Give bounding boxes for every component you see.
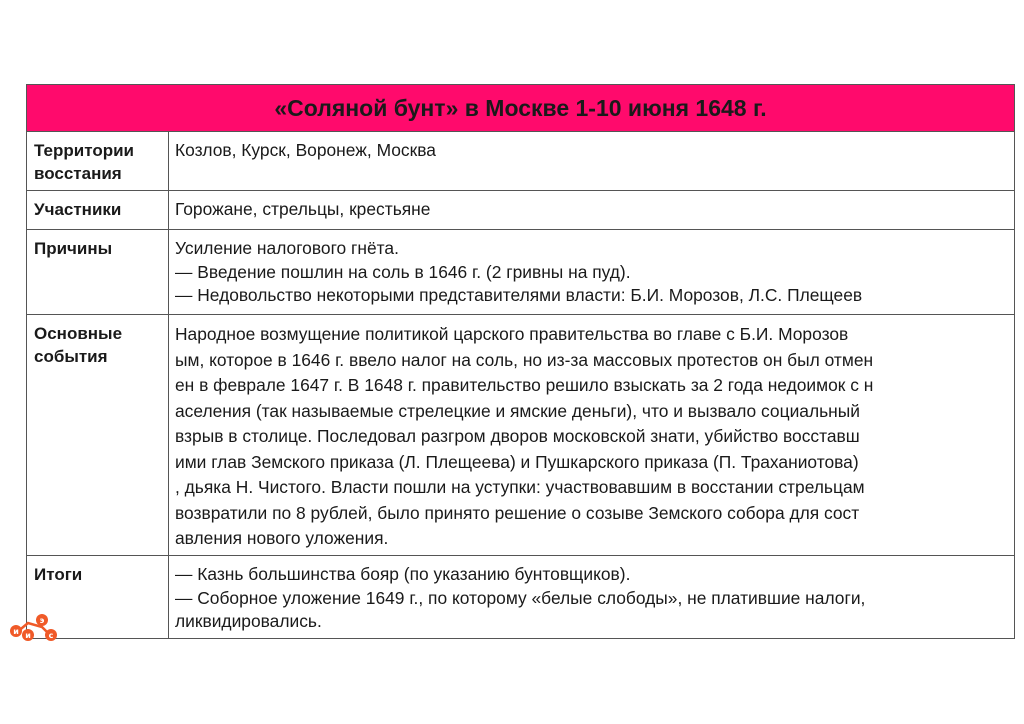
logo-letter: э [39,616,45,625]
row-label-events: Основные события [27,315,169,555]
row-content-causes: Усиление налогового гнёта. — Введение пошлин на соль в 1646 г. (2 гривны на пуд). — Недовольство некоторыми представителями власти: Б.И. Морозов, Л.С. Плещеев [175,238,863,306]
table-title: «Соляной бунт» в Москве 1-10 июня 1648 г. [27,85,1014,132]
table-row [27,230,1014,315]
logo-icon [6,611,58,641]
row-label-results: Итоги [27,556,169,638]
table-row [27,315,1014,556]
logo-letter: и [13,627,19,636]
row-label-participants: Участники [27,191,169,229]
row-content-results: — Казнь большинства бояр (по указанию бунтовщиков). — Соборное уложение 1649 г., по которому «белые слободы», не платившие налоги, ликвидировались. [175,564,866,632]
history-table [26,84,1015,639]
logo-letter: с [48,631,54,640]
row-content-events: Народное возмущение политикой царского правительства во главе с Б.И. Морозов ым, которое в 1646 г. ввело налог на соль, но из-за массовых протестов он был отмен ен в феврале 1647 г. В 1648 г. правительство решило взыскать за 2 года недоимок с н аселения (так называемые стрелецкие и ямские деньги), что и вызвало социальный взрыв в столице. Последовал разгром дворов московской знати, убийство восставш ими глав Земского приказа (Л. Плещеева) и Пушкарского приказа (П. Траханиотова) , дьяка Н. Чистого. Власти пошли на уступки: участвовавшим в восстании стрельцам возвратили по 8 рублей, было принято решение о созыве Земского собора для сост авления нового уложения. [175,324,874,548]
row-content-territories: Козлов, Курск, Воронеж, Москва [175,140,436,160]
row-label-causes: Причины [27,230,169,314]
table-row [27,556,1014,638]
table-row [27,132,1014,191]
logo-letter: и [25,631,31,640]
row-label-territories: Территории восстания [27,132,169,190]
table-row [27,191,1014,230]
row-content-participants: Горожане, стрельцы, крестьяне [175,199,431,219]
